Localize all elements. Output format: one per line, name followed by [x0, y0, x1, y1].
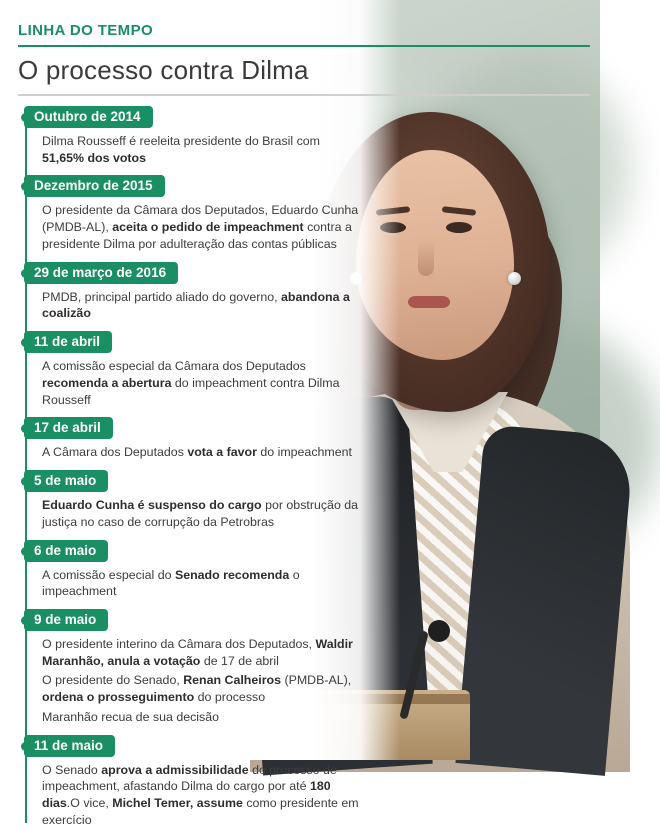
microphone-head	[428, 620, 450, 642]
timeline-date-badge: 29 de março de 2016	[24, 262, 178, 284]
timeline-entry-text	[42, 762, 360, 829]
timeline-paragraph	[42, 202, 360, 252]
accent-divider	[18, 45, 590, 47]
body-text: do impeachment	[256, 445, 352, 460]
emphasis-text: Senado recomenda	[174, 567, 290, 582]
mouth-shape	[408, 296, 450, 308]
timeline-entry-text	[42, 636, 360, 726]
timeline-date-badge: 11 de maio	[24, 735, 115, 757]
body-text: do impeachment contra Dilma Rousseff	[42, 375, 340, 407]
timeline-entry-text	[42, 358, 360, 408]
emphasis-text: abandona a coalizão	[42, 289, 350, 321]
body-text: do processo	[194, 690, 266, 705]
body-text: por obstrução da justiça no caso de corrupção da Petrobras	[42, 498, 359, 529]
earring-right	[508, 272, 521, 285]
timeline-paragraph	[42, 636, 360, 669]
body-text: PMDB, principal partido aliado do governo,	[42, 289, 281, 304]
timeline-entry-text	[42, 289, 360, 322]
nose-shape	[418, 240, 434, 276]
body-text: A comissão especial da Câmara dos Deputados	[42, 359, 306, 374]
body-text: contra a presidente Dilma por adulteração das contas públicas	[42, 220, 352, 251]
timeline-entry	[34, 470, 386, 530]
timeline-entry-text	[42, 497, 360, 530]
timeline-date-badge: 11 de abril	[24, 331, 112, 353]
jacket-right-shape	[455, 424, 634, 776]
body-text: do processo de impeachment, afastando Dilma do cargo por até	[42, 762, 337, 794]
timeline-paragraph	[42, 709, 360, 726]
timeline-entry	[34, 331, 386, 408]
timeline-date-badge: Outubro de 2014	[24, 106, 153, 128]
kicker-label: LINHA DO TEMPO	[18, 22, 154, 39]
page-title: O processo contra Dilma	[18, 55, 309, 85]
timeline-entry	[34, 417, 386, 461]
body-text: A comissão especial do	[42, 567, 175, 582]
timeline-entry	[34, 262, 386, 322]
timeline-entry-text	[42, 444, 360, 461]
timeline-paragraph	[42, 358, 360, 408]
timeline-entry-text	[42, 133, 360, 166]
eye-right	[446, 222, 472, 233]
timeline-paragraph	[42, 133, 360, 166]
emphasis-text: Waldir Maranhão, anula a votação	[42, 637, 353, 668]
timeline-date-badge: 17 de abril	[24, 417, 113, 439]
body-text: como presidente em exercício	[42, 796, 359, 827]
body-text: O presidente do Senado,	[42, 673, 184, 688]
body-text: de 17 de abril	[200, 653, 279, 668]
body-text: O presidente da Câmara dos Deputados, Eduardo Cunha (PMDB-AL),	[42, 203, 359, 235]
body-text: (PMDB-AL),	[281, 673, 352, 688]
timeline-entry	[34, 175, 386, 252]
timeline-paragraph	[42, 567, 360, 600]
emphasis-text: recomenda a abertura	[42, 375, 172, 390]
timeline-entry-text	[42, 567, 360, 600]
timeline-entry	[34, 735, 386, 829]
timeline-paragraph	[42, 444, 360, 461]
timeline-paragraph	[42, 672, 360, 705]
timeline-date-badge: 5 de maio	[24, 470, 108, 492]
emphasis-text: aprova a admissibilidade	[101, 762, 249, 777]
emphasis-text: Renan Calheiros	[183, 673, 281, 688]
timeline-list	[18, 106, 386, 829]
timeline-date-badge: Dezembro de 2015	[24, 175, 165, 197]
body-text: o impeachment	[42, 567, 300, 599]
emphasis-text: 51,65% dos votos	[42, 150, 146, 165]
emphasis-text: Michel Temer, assume	[112, 796, 243, 811]
emphasis-text: ordena o prosseguimento	[42, 690, 195, 705]
body-text: O Senado	[42, 762, 102, 777]
emphasis-text: Eduardo Cunha é suspenso do cargo	[42, 498, 262, 513]
timeline-date-badge: 9 de maio	[24, 609, 108, 631]
timeline-date-badge: 6 de maio	[24, 540, 108, 562]
timeline-paragraph	[42, 497, 360, 530]
timeline-paragraph	[42, 762, 360, 829]
body-text: O presidente interino da Câmara dos Deputados,	[42, 637, 316, 652]
body-text: A Câmara dos Deputados	[42, 445, 188, 460]
body-text: .O vice,	[66, 796, 113, 811]
timeline-entry	[34, 540, 386, 600]
timeline-entry	[34, 106, 386, 166]
title-divider	[18, 94, 590, 96]
body-text: Dilma Rousseff é reeleita presidente do Brasil com	[42, 134, 321, 148]
emphasis-text: aceita o pedido de impeachment	[112, 220, 304, 235]
timeline-entry-text	[42, 202, 360, 252]
emphasis-text: vota a favor	[187, 445, 257, 460]
body-text: Maranhão recua de sua decisão	[42, 709, 220, 724]
emphasis-text: 180 dias	[42, 779, 331, 811]
timeline-paragraph	[42, 289, 360, 322]
timeline-entry	[34, 609, 386, 726]
